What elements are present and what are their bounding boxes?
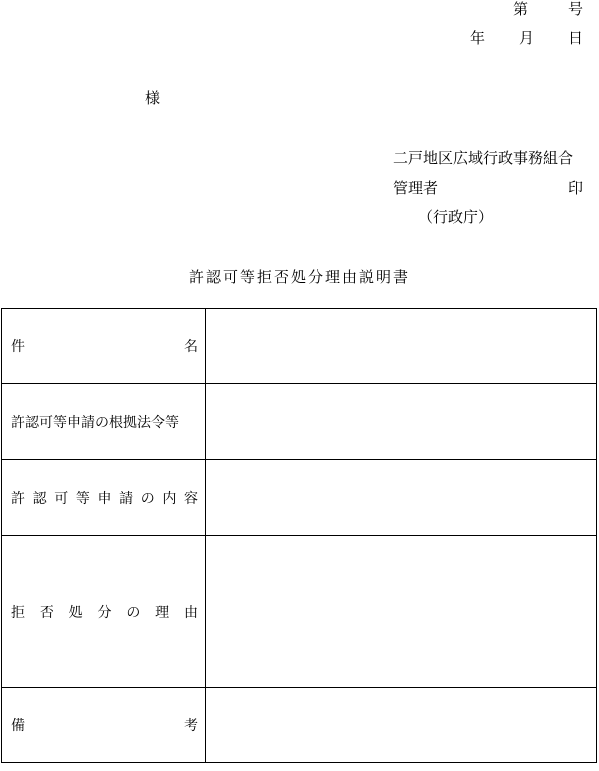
label-char: 容 xyxy=(184,490,198,507)
label-char: 否 xyxy=(39,604,54,621)
table-row xyxy=(2,688,597,763)
issuer-agency: （行政庁） xyxy=(418,208,494,226)
label-char: 考 xyxy=(184,718,198,734)
date-year: 年 xyxy=(470,29,486,47)
label-char: 備 xyxy=(11,718,25,734)
row-label xyxy=(2,715,205,735)
row-label xyxy=(2,336,205,356)
label-char: 処 xyxy=(68,604,83,621)
label-char: 請 xyxy=(119,490,134,507)
label-char: 由 xyxy=(183,604,198,621)
label-char: の xyxy=(126,604,141,621)
document-number-line xyxy=(513,2,583,17)
issuer-admin-line xyxy=(393,181,583,196)
value-cell-subject[interactable] xyxy=(206,309,597,384)
label-char: 件 xyxy=(11,339,25,355)
table-row xyxy=(2,536,597,688)
number-char: 第 xyxy=(513,0,529,18)
label-cell-remarks xyxy=(2,688,206,763)
table-row xyxy=(2,460,597,536)
label-char: 理 xyxy=(155,604,170,621)
reason-table xyxy=(1,308,597,763)
value-cell-refusal-reason[interactable] xyxy=(206,536,597,688)
label-char: 内 xyxy=(162,490,177,507)
label-char: 名 xyxy=(184,339,198,355)
issuer-organization: 二戸地区広域行政事務組合 xyxy=(393,149,574,167)
label-char: 許 xyxy=(11,490,25,507)
table-row xyxy=(2,309,597,384)
number-char: 号 xyxy=(567,0,583,18)
value-cell-remarks[interactable] xyxy=(206,688,597,763)
addressee-suffix: 様 xyxy=(145,89,161,107)
label-char: 等 xyxy=(75,490,90,507)
label-char: 拒 xyxy=(11,604,25,621)
table-row xyxy=(2,384,597,460)
date-month: 月 xyxy=(518,29,534,47)
label-char: 分 xyxy=(97,604,112,621)
label-cell-subject xyxy=(2,309,206,384)
row-label: 許認可等申請の根拠法令等 xyxy=(11,414,179,431)
label-char: の xyxy=(140,490,155,507)
label-char: 可 xyxy=(54,490,69,507)
label-cell-legal-basis xyxy=(2,384,206,460)
label-cell-application-content xyxy=(2,460,206,536)
row-label xyxy=(2,488,205,508)
issuer-admin-label: 管理者 xyxy=(393,179,439,197)
value-cell-legal-basis[interactable] xyxy=(206,384,597,460)
value-cell-application-content[interactable] xyxy=(206,460,597,536)
label-cell-refusal-reason xyxy=(2,536,206,688)
date-day: 日 xyxy=(567,29,583,47)
label-char: 認 xyxy=(32,490,47,507)
document-title: 許認可等拒否処分理由説明書 xyxy=(188,268,410,286)
label-char: 申 xyxy=(97,490,112,507)
row-label xyxy=(2,602,205,622)
seal-mark: 印 xyxy=(567,179,583,197)
date-line xyxy=(470,31,583,46)
